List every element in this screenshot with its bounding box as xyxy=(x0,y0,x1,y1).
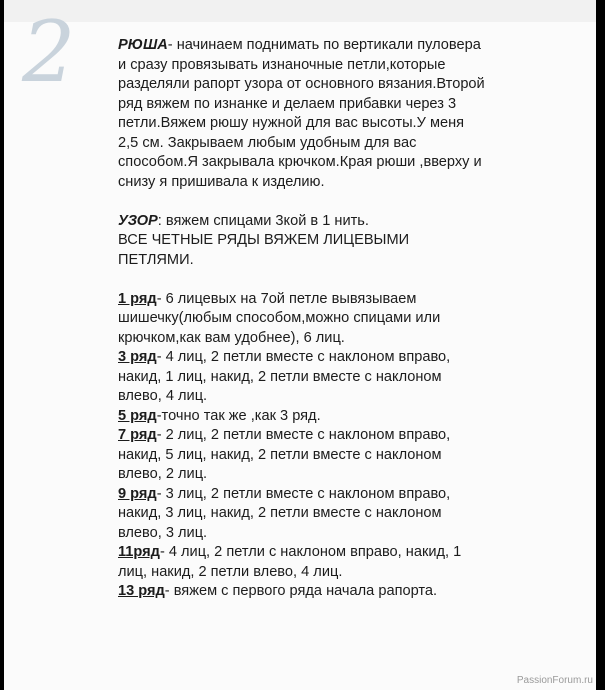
row-item xyxy=(118,290,488,349)
row-label: 9 ряд xyxy=(118,485,157,502)
even-rows-note: ВСЕ ЧЕТНЫЕ РЯДЫ ВЯЖЕМ ЛИЦЕВЫМИ ПЕТЛЯМИ. xyxy=(118,232,410,268)
row-item xyxy=(118,426,488,485)
row-label: 5 ряд xyxy=(118,407,157,424)
instructions xyxy=(118,36,488,602)
row-text: - 4 лиц, 2 петли вместе с наклоном вправо, накид, 1 лиц, накид, 2 петли вместе с наклоном влево, 4 лиц. xyxy=(118,349,451,404)
row-text: - 2 лиц, 2 петли вместе с наклоном вправо, накид, 5 лиц, накид, 2 петли вместе с наклоном влево, 2 лиц. xyxy=(118,427,451,482)
pattern-title: УЗОР xyxy=(118,212,158,229)
row-label: 1 ряд xyxy=(118,290,157,307)
row-text: - 6 лицевых на 7ой петле вывязываем шишечку(любым способом,можно спицами или крючком,как вам удобнее), 6 лиц. xyxy=(118,290,441,346)
row-item xyxy=(118,543,488,582)
row-text: - 4 лиц, 2 петли с наклоном вправо, накид, 1 лиц, накид, 2 петли влево, 4 лиц. xyxy=(118,544,462,580)
row-label: 3 ряд xyxy=(118,349,157,365)
row-text: - 3 лиц, 2 петли вместе с наклоном вправо, накид, 3 лиц, накид, 2 петли вместе с наклоном влево, 3 лиц. xyxy=(118,485,451,541)
pattern-paragraph xyxy=(118,212,488,232)
row-text: - вяжем с первого ряда начала рапорта. xyxy=(164,583,438,599)
top-bar xyxy=(4,0,596,22)
step-number: 2 xyxy=(22,3,76,101)
row-item xyxy=(118,348,488,407)
row-item xyxy=(118,407,488,427)
row-text: -точно так же ,как 3 ряд. xyxy=(156,407,321,424)
row-label: 7 ряд xyxy=(118,427,157,443)
intro-paragraph xyxy=(118,36,488,192)
intro-title: РЮША xyxy=(118,37,168,53)
row-label: 11ряд xyxy=(118,544,160,560)
row-label: 13 ряд xyxy=(118,583,165,599)
intro-text: - начинаем поднимать по вертикали пуловера и сразу провязывать изнаночные петли,которые разделяли рапорт узора от основного вязания.Второй ряд вяжем по изнанке и делаем прибавки через 3 петли.Вяжем рюшу нужной для вас высоты.У меня 2,5 см. Закрываем любым удобным для вас способом.Я закрывала крючком.Края рюши ,вверху и снизу я пришивала к изделию. xyxy=(118,37,485,190)
row-item xyxy=(118,582,488,602)
pattern-text: : вяжем спицами 3кой в 1 нить. xyxy=(157,212,369,229)
watermark: PassionForum.ru xyxy=(516,675,593,686)
row-item xyxy=(118,485,488,544)
